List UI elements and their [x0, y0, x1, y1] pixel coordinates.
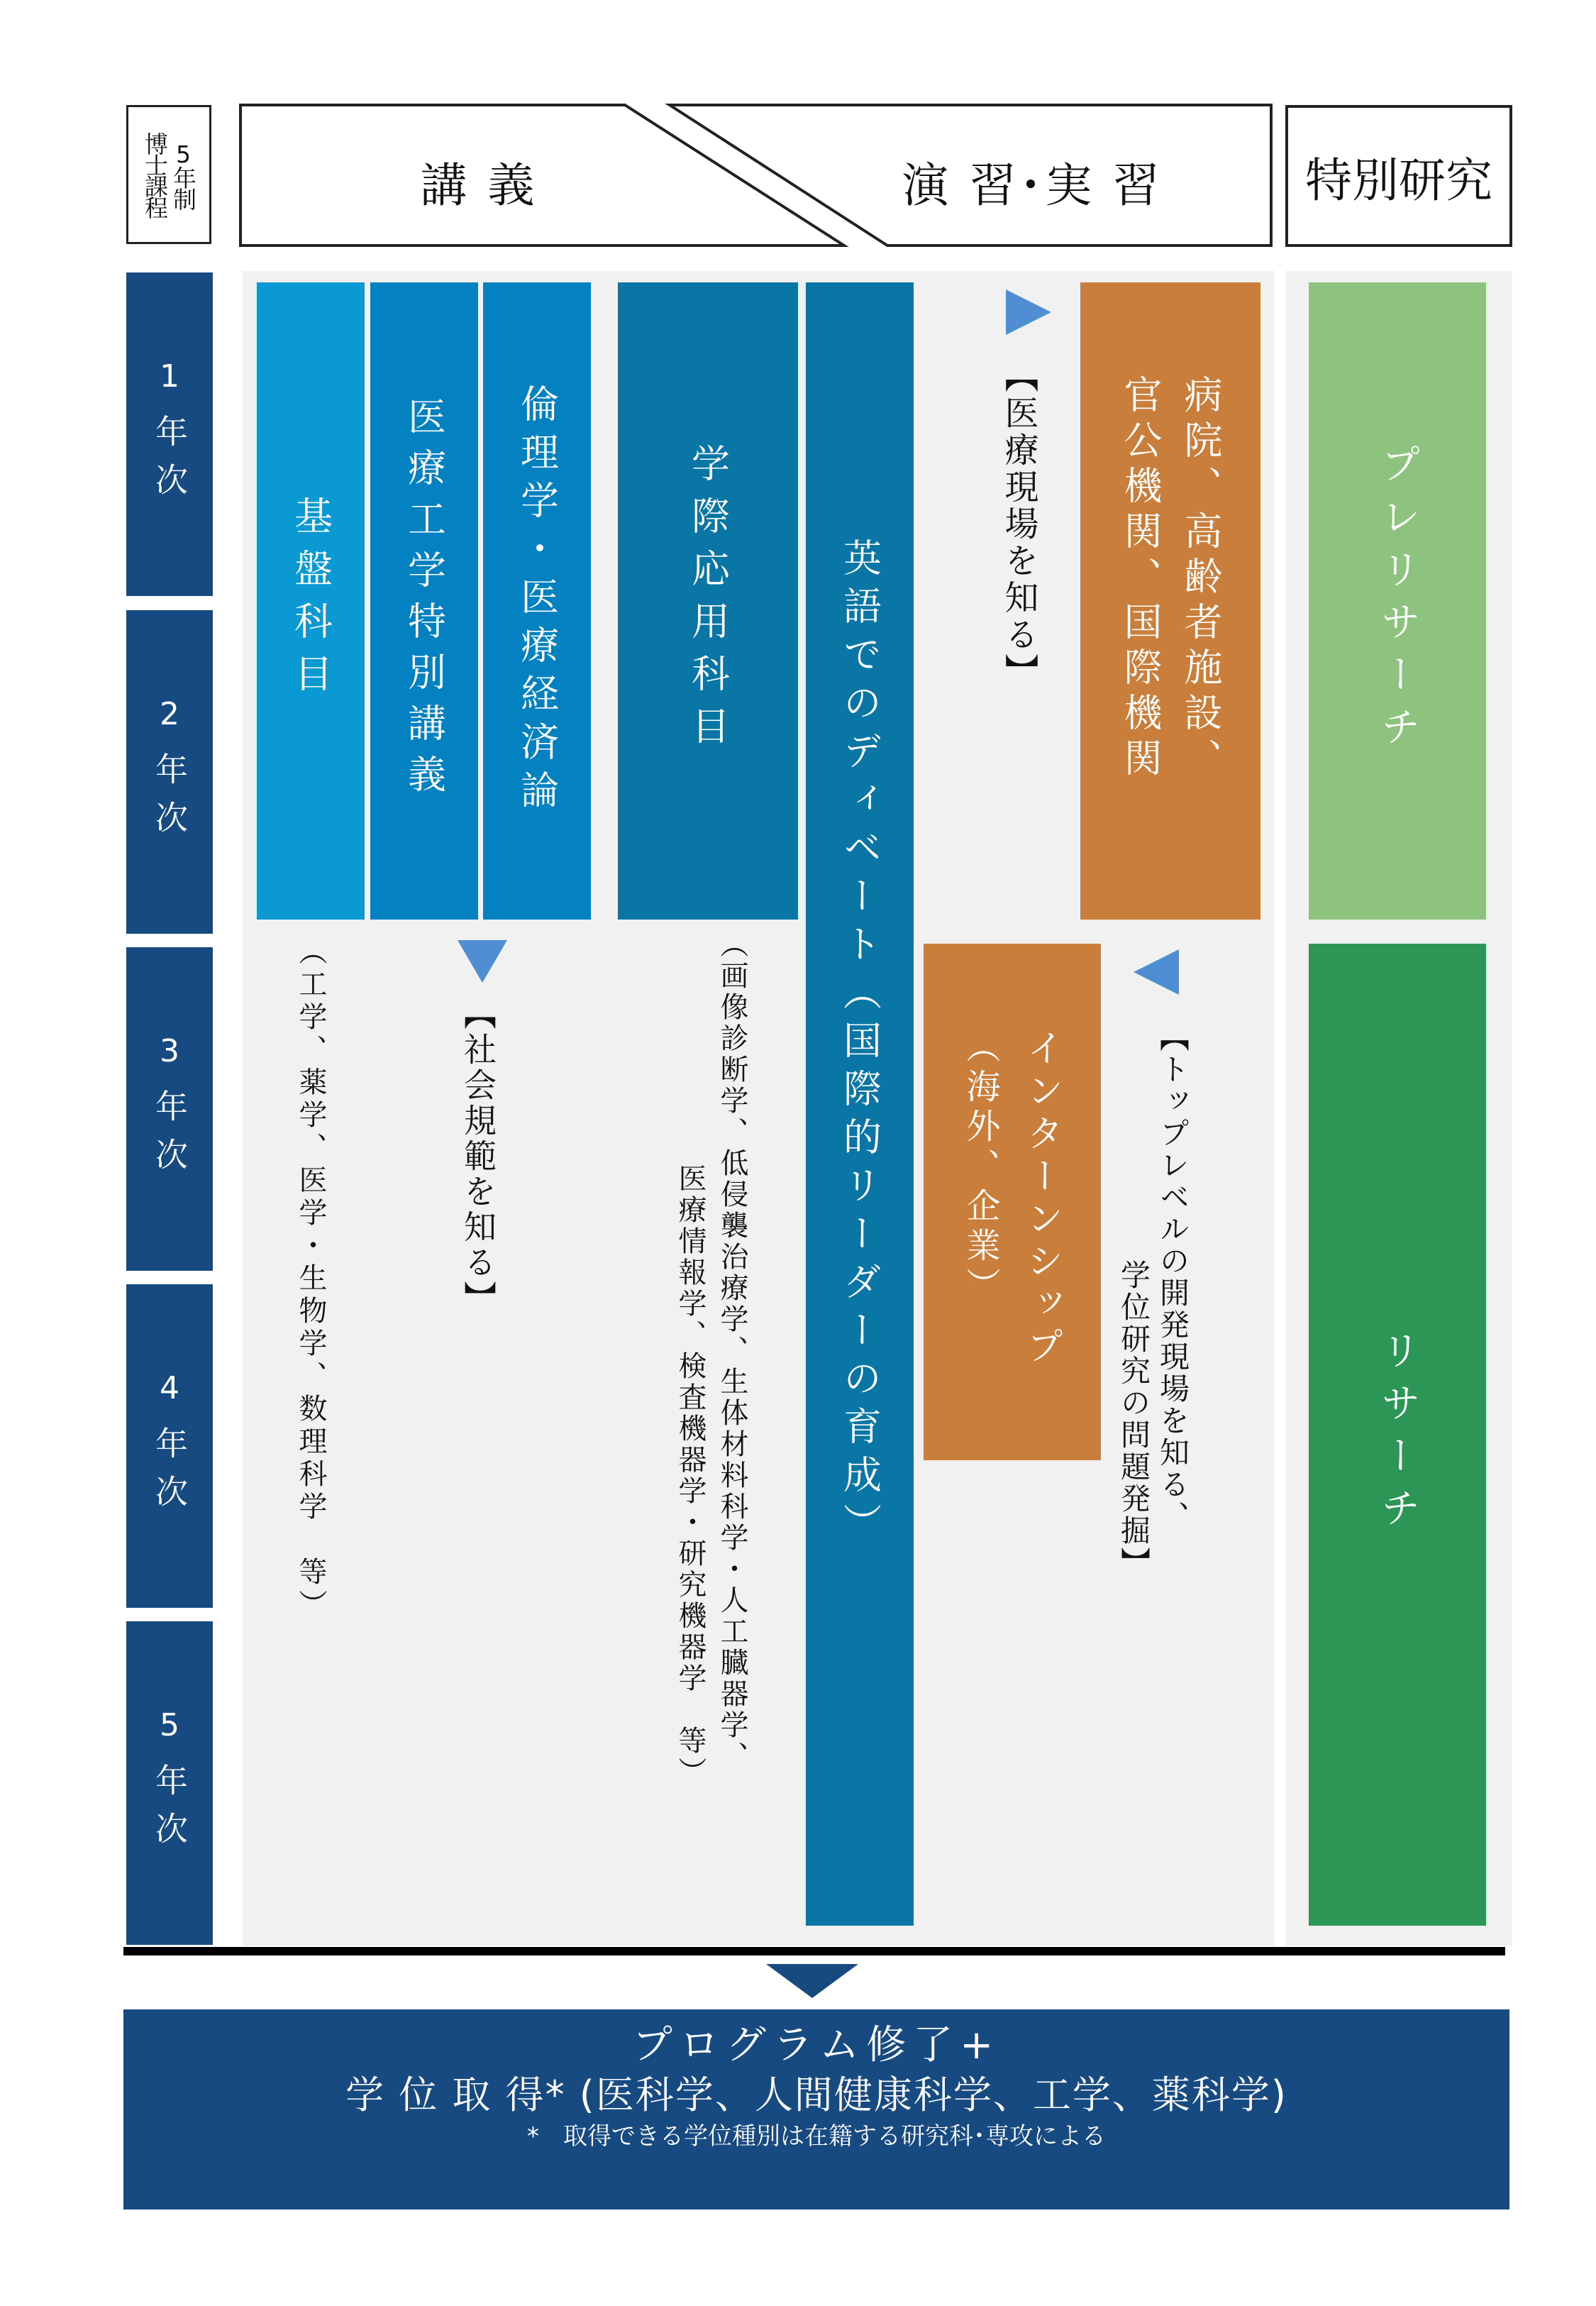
triangle-right-arrow-icon	[1000, 284, 1057, 341]
year-4	[126, 1284, 213, 1608]
research: リサーチ	[1309, 944, 1486, 1926]
year-number: 3	[160, 1032, 179, 1069]
triangle-down-arrow-icon	[454, 937, 511, 986]
toplevel-label-col2: 学位研究の問題発掘】	[1116, 1259, 1151, 1579]
year-1	[126, 272, 213, 596]
interdisciplinary-note-col2: 医療情報学、検査機器学･研究機器学 等）	[674, 1164, 706, 1788]
social-norms-label: 【社会規範を知る】	[459, 997, 497, 1316]
year-5	[126, 1621, 213, 1945]
know-medical-field-label: 【医療現場を知る】	[999, 358, 1038, 690]
basic-subjects: 基盤科目	[257, 282, 365, 920]
year-number: 5	[160, 1706, 179, 1743]
year-label: 年次	[150, 1088, 189, 1186]
year-label: 年次	[150, 1762, 189, 1860]
course-label-col1: 博士課程	[141, 132, 169, 217]
ethics-medical-economics: 倫理学･医療経済論	[483, 282, 591, 920]
header-special-research: 特別研究	[1285, 105, 1512, 247]
header-practice: 演 習･実 習	[902, 158, 1163, 213]
year-number: 4	[160, 1369, 179, 1406]
year-2	[126, 610, 213, 934]
year-label: 年次	[150, 751, 189, 849]
completion-note: * 取得できる学位種別は在籍する研究科･専攻による	[527, 2122, 1106, 2151]
completion-banner	[123, 2009, 1509, 2210]
toplevel-label-col1: 【トップレベルの開発現場を知る、	[1156, 1022, 1190, 1533]
year-3	[126, 947, 213, 1271]
interdisciplinary-note-col1: （画像診断学、低侵襲治療学、生体材料科学･人工臓器学、	[716, 929, 748, 1772]
course-label-col2: 5年制	[170, 140, 197, 209]
year-number: 2	[160, 695, 179, 732]
course-label-box	[126, 105, 211, 244]
triangle-left-arrow-icon	[1128, 944, 1185, 1000]
hospitals-col1: 病院、高齢者施設、	[1178, 375, 1223, 783]
hospitals-institutions	[1080, 282, 1260, 920]
year-label: 年次	[150, 414, 189, 511]
completion-line2: 学 位 取 得* (医科学、人間健康科学、工学、薬科学)	[345, 2073, 1287, 2117]
completion-line1: プログラム修了+	[632, 2022, 1001, 2068]
hospitals-col2: 官公機関、国際機関	[1118, 375, 1163, 783]
year-number: 1	[160, 358, 179, 395]
basic-subjects-note: （工学、薬学、医学･生物学、数理科学 等）	[294, 937, 327, 1622]
triangle-down-arrow-icon	[766, 1964, 858, 1999]
internship	[924, 944, 1101, 1460]
medical-engineering-special-lecture: 医療工学特別講義	[370, 282, 478, 920]
internship-col1: インターンシップ	[1020, 1029, 1063, 1369]
internship-col2: （海外、企業）	[960, 1029, 1000, 1307]
english-debate: 英語でのディベート（国際的リーダーの育成）	[806, 282, 914, 1926]
header-lecture: 講 義	[420, 158, 538, 213]
divider-line	[123, 1947, 1505, 1955]
pre-research: プレリサーチ	[1309, 282, 1486, 920]
interdisciplinary-subjects: 学際応用科目	[618, 282, 798, 920]
year-label: 年次	[150, 1425, 189, 1523]
